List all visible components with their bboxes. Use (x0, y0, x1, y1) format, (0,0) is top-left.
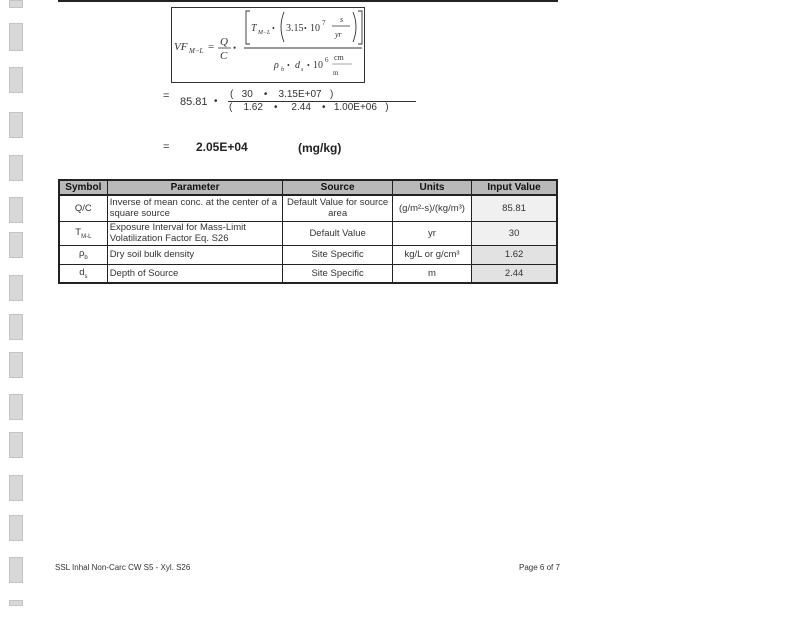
symbol-sub: b (84, 254, 88, 261)
svg-text:•: • (287, 61, 290, 70)
calc-qc-value: 85.81 (180, 96, 208, 108)
equation-pow: 7 (322, 19, 326, 27)
binder-hole (9, 67, 23, 93)
calc-denominator: ( 1.62 • 2.44 • 1.00E+06 ) (229, 102, 389, 113)
parameter-table (58, 179, 558, 284)
header-source: Source (283, 180, 392, 195)
equation-ten-6: 10 (313, 60, 323, 71)
cell-input-value: 2.44 (472, 264, 557, 283)
binder-hole (9, 352, 23, 378)
calc-numerator: ( 30 • 3.15E+07 ) (230, 89, 334, 100)
equation-tml: T (251, 23, 257, 34)
calc-equals: = (163, 90, 170, 102)
binder-hole (9, 275, 23, 301)
footer-page-number: Page 6 of 7 (519, 563, 560, 572)
equation-pow-6: 6 (325, 56, 329, 64)
result-value: 2.05E+04 (196, 140, 248, 154)
equation-equals: = (208, 41, 215, 53)
cell-units: (g/m²-s)/(kg/m³) (392, 195, 471, 221)
cell-source: Site Specific (283, 264, 392, 283)
table-header-row (59, 180, 557, 195)
equation-d-sub: s (301, 67, 304, 73)
equation-constant: 3.15 (286, 23, 304, 34)
top-rule (58, 0, 558, 2)
binder-hole (9, 394, 23, 420)
symbol-sub: s (84, 273, 88, 280)
symbol-sub: M-L (81, 233, 92, 240)
table-row (59, 264, 557, 283)
cell-parameter: Exposure Interval for Mass-Limit Volatilization Factor Eq. S26 (107, 221, 283, 245)
equation-lhs: VF (174, 41, 188, 53)
equation-box (171, 7, 365, 83)
table-row (59, 245, 557, 264)
cell-symbol: Q/C (59, 195, 107, 221)
cell-source: Default Value for source area (283, 195, 392, 221)
binder-hole (9, 197, 23, 223)
binder-hole (9, 112, 23, 138)
cell-symbol (59, 221, 107, 245)
equation-rho: ρ (274, 60, 279, 71)
cell-symbol (59, 245, 107, 264)
equation-unit-m: m (333, 69, 339, 77)
binder-hole (9, 0, 23, 8)
equation-svg (172, 8, 364, 82)
equation-unit-yr: yr (335, 30, 342, 39)
table-row (59, 221, 557, 245)
svg-text:•: • (307, 61, 310, 70)
footer-left: SSL Inhal Non-Carc CW S5 - Xyl. S26 (55, 563, 191, 572)
symbol-main: ρ (78, 248, 85, 260)
equation-unit-cm: cm (334, 53, 344, 62)
result-unit: (mg/kg) (298, 141, 342, 155)
result-equals: = (163, 141, 170, 153)
calc-dot: • (214, 96, 218, 107)
binder-hole (9, 23, 23, 51)
svg-text:•: • (304, 24, 307, 33)
cell-input-value: 1.62 (472, 245, 557, 264)
equation-c: C (220, 50, 228, 62)
cell-input-value: 30 (472, 221, 557, 245)
equation-unit-s: s (340, 15, 344, 24)
header-parameter: Parameter (107, 180, 283, 195)
binder-hole (9, 475, 23, 501)
cell-parameter: Dry soil bulk density (107, 245, 283, 264)
cell-source: Site Specific (283, 245, 392, 264)
header-units: Units (392, 180, 471, 195)
symbol-main: T (75, 226, 82, 238)
cell-symbol (59, 264, 107, 283)
equation-dot: • (233, 43, 237, 53)
equation-q: Q (220, 36, 228, 48)
binder-hole (9, 232, 23, 258)
header-input-value: Input Value (472, 180, 557, 195)
binder-hole (9, 314, 23, 340)
table-row (59, 195, 557, 221)
equation-ten: 10 (310, 23, 320, 34)
binder-hole (9, 515, 23, 541)
cell-input-value: 85.81 (472, 195, 557, 221)
binder-hole (9, 600, 23, 606)
cell-units: yr (392, 221, 471, 245)
cell-source: Default Value (283, 221, 392, 245)
binder-holes (9, 0, 23, 618)
header-symbol: Symbol (59, 180, 107, 195)
symbol-main: d (79, 266, 85, 278)
equation-d: d (295, 60, 300, 71)
cell-units: m (392, 264, 471, 283)
equation-lhs-sub: M−L (189, 47, 204, 55)
svg-text:•: • (272, 24, 275, 33)
binder-hole (9, 432, 23, 458)
equation-tml-sub: M−L (258, 30, 271, 36)
cell-parameter: Depth of Source (107, 264, 283, 283)
binder-hole (9, 557, 23, 583)
equation-rho-sub: b (281, 67, 284, 73)
cell-parameter: Inverse of mean conc. at the center of a square source (107, 195, 283, 221)
cell-units: kg/L or g/cm³ (392, 245, 471, 264)
binder-hole (9, 155, 23, 181)
